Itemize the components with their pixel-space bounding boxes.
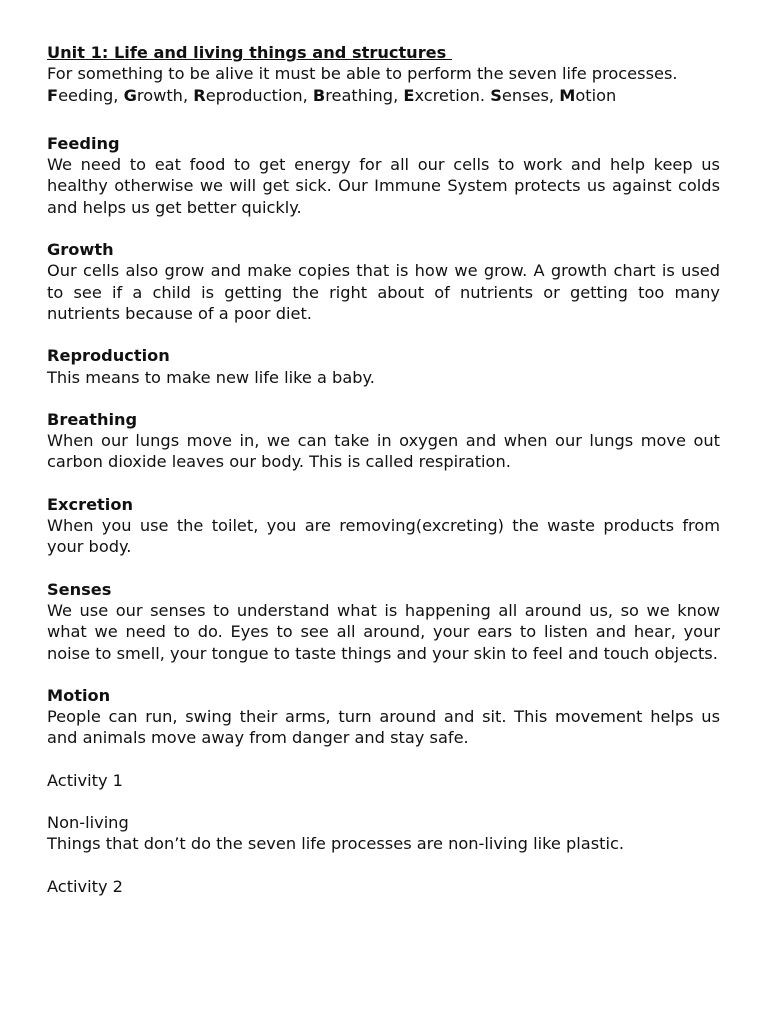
section-heading: Breathing	[47, 409, 138, 429]
section-senses	[47, 579, 720, 664]
non-living-heading: Non-living	[47, 813, 129, 833]
section-growth	[47, 239, 720, 324]
section-text: Our cells also grow and make copies that is how we grow. A growth chart is used to see if a child is getting the right about of nutrients or getting too many nutrients because of a poor diet.	[47, 261, 720, 323]
section-heading: Senses	[47, 579, 112, 599]
section-text: We need to eat food to get energy for all our cells to work and help keep us healthy otherwise we will get sick. Our Immune System protects us against colds and helps us get better quickly.	[47, 155, 720, 217]
life-process-feeding: Feeding,	[47, 85, 124, 105]
life-process-reproduction: Reproduction,	[193, 85, 313, 105]
section-non-living	[47, 812, 720, 855]
section-heading: Feeding	[47, 133, 120, 153]
section-heading: Motion	[47, 685, 111, 705]
section-feeding	[47, 133, 720, 218]
non-living-text: Things that don’t do the seven life processes are non-living like plastic.	[47, 834, 625, 854]
section-heading: Excretion	[47, 494, 133, 514]
life-process-excretion: Excretion.	[403, 85, 491, 105]
intro-paragraph: For something to be alive it must be able to perform the seven life processes.	[47, 64, 678, 84]
section-text: People can run, swing their arms, turn around and sit. This movement helps us and animals move away from danger and stay safe.	[47, 707, 720, 748]
section-breathing	[47, 409, 720, 473]
activity-2-block	[47, 876, 720, 897]
section-text: When our lungs move in, we can take in oxygen and when our lungs move out carbon dioxide leaves our body. This is called respiration.	[47, 431, 720, 472]
section-motion	[47, 685, 720, 749]
life-process-growth: Growth,	[123, 85, 194, 105]
section-text: When you use the toilet, you are removing(excreting) the waste products from your body.	[47, 516, 720, 557]
activity-1-label: Activity 1	[47, 770, 123, 790]
activity-1-block	[47, 770, 720, 791]
life-process-breathing: Breathing,	[312, 85, 404, 105]
section-reproduction	[47, 345, 720, 388]
section-excretion	[47, 494, 720, 558]
document-page	[47, 42, 720, 897]
life-process-senses: Senses,	[490, 85, 560, 105]
section-text: We use our senses to understand what is happening all around us, so we know what we need to do. Eyes to see all around, your ears to listen and hear, your noise to smell, your tongue to taste things and your skin to feel and touch objects.	[47, 600, 720, 663]
life-process-motion: Motion	[559, 85, 617, 105]
section-heading: Reproduction	[47, 346, 170, 366]
life-processes-list	[47, 85, 720, 106]
document-title: Unit 1: Life and living things and structures	[47, 43, 452, 62]
section-text: This means to make new life like a baby.	[47, 367, 375, 387]
activity-2-label: Activity 2	[47, 876, 123, 896]
section-heading: Growth	[47, 240, 114, 260]
